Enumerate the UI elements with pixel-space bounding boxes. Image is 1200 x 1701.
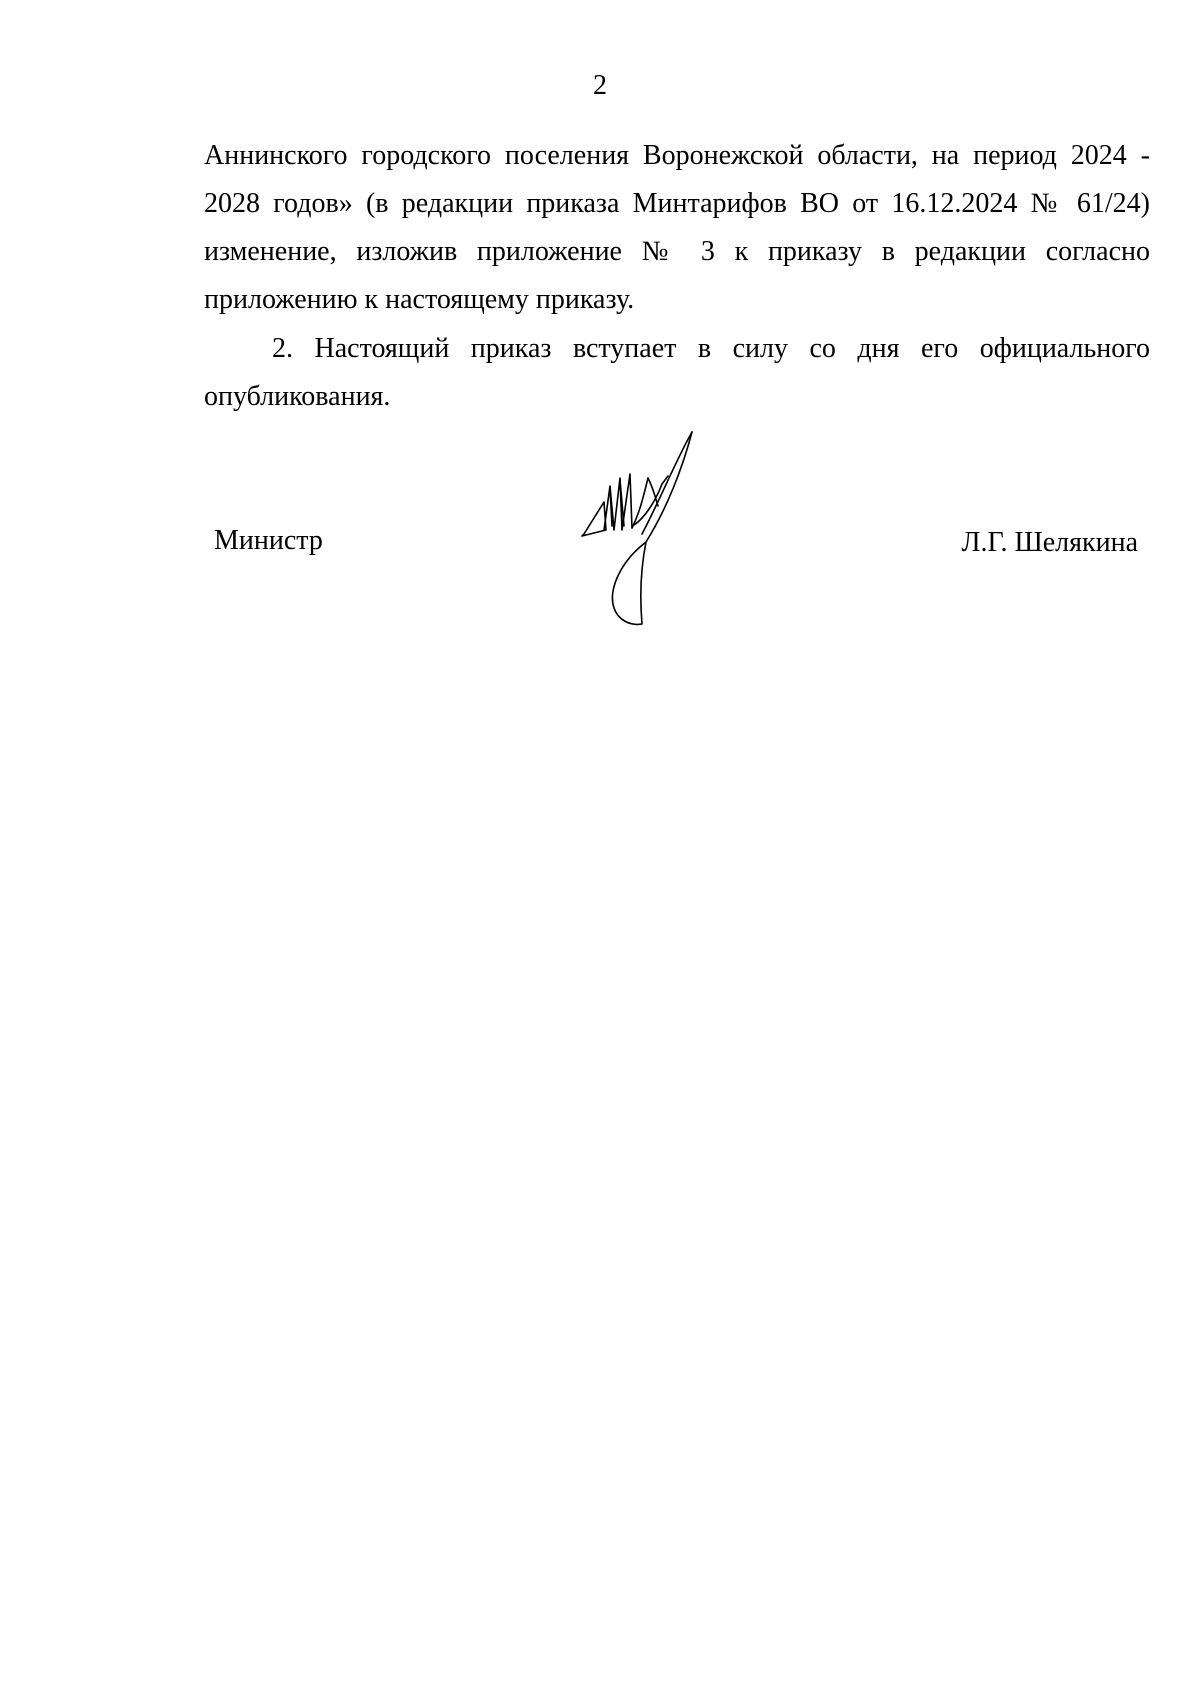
signature-block <box>0 0 1200 700</box>
paragraph-item-2: 2. Настоящий приказ вступает в силу со дня его официального опубликования. <box>204 333 1150 412</box>
signatory-name: Л.Г. Шелякина <box>961 527 1138 558</box>
handwritten-signature <box>570 430 720 640</box>
signatory-position: Министр <box>214 525 323 556</box>
page-number: 2 <box>593 70 607 101</box>
paragraph-continuation: Аннинского городского поселения Воронежской области, на период 2024 - 2028 годов» (в редакции приказа Минтарифов ВО от 16.12.2024 № 61/24) изменение, изложив приложение № 3 к приказу в редакции согласно приложению к настоящему приказу. <box>204 140 1150 315</box>
